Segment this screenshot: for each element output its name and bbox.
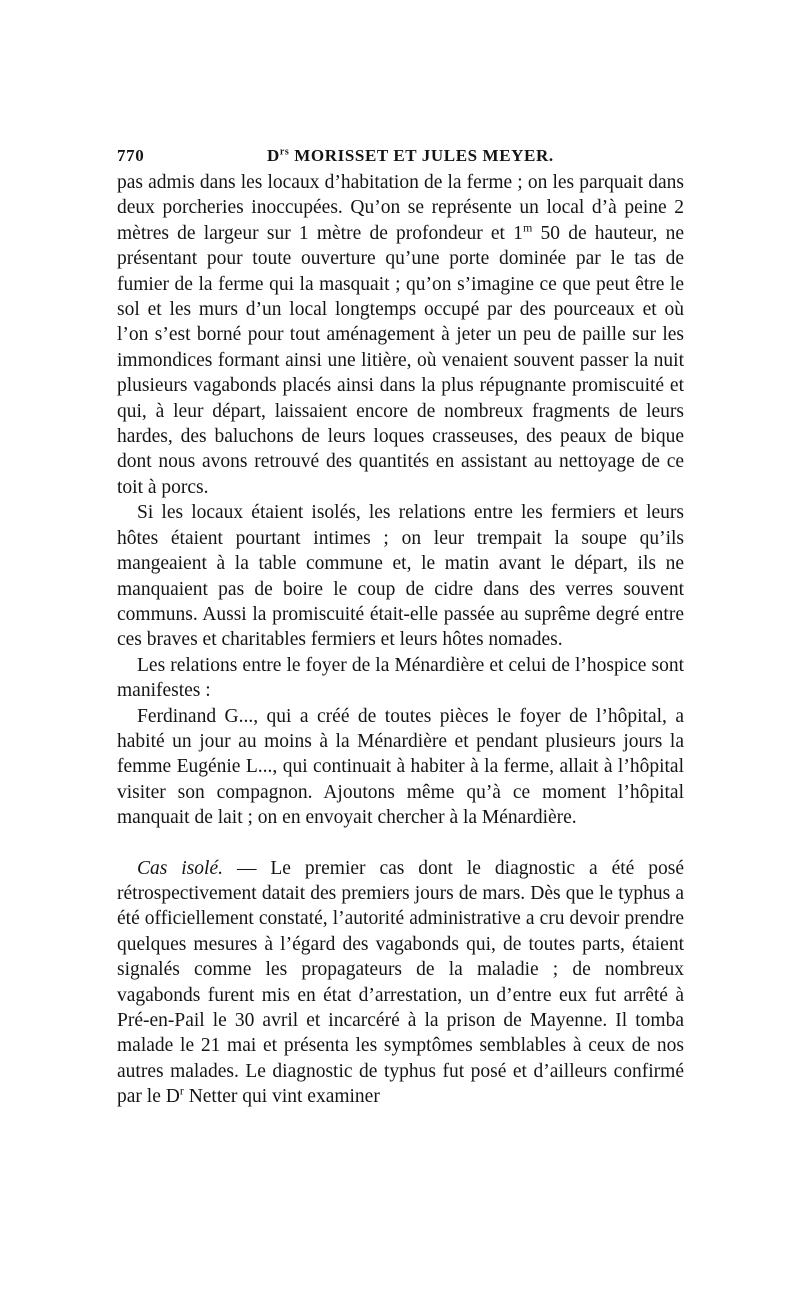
paragraph-text: — Le premier cas dont le diagnostic a été posé rétrospectivement datait des premiers jours de mars. Dès que le typhus a été officiellement constaté, l’autorité administrative a cru devoir prendre quelques mesures à l’égard des vagabonds qui, de toutes parts, étaient signalés comme les propagateurs de la maladie ; de nombreux vagabonds furent mis en état d’arrestation, un d’entre eux fut arrêté à Pré-en-Pail le 30 avril et incarcéré à la prison de Mayenne. Il tomba malade le 21 mai et présenta les symptômes semblables à ceux de nos autres malades. Le diagnostic de typhus fut posé et d’ailleurs confirmé par le D bbox=[117, 857, 684, 1108]
title-superscript: r bbox=[179, 1083, 184, 1098]
running-title bbox=[267, 146, 554, 166]
paragraph-porcheries bbox=[117, 170, 684, 500]
paragraph-text: 50 de hauteur, ne présentant pour toute ouverture qu’une porte dominée par le tas de fumier de la ferme qui la masquait ; qu’on s’imagine ce que peut être le sol et les murs d’un local longtemps occupé par des pourceaux et où l’on s’est borné pour tout aménagement à jeter un peu de paille sur les immondices formant ainsi une litière, où venaient souvent passer la nuit plusieurs vagabonds placés ainsi dans la plus répugnante promiscuité et qui, à leur départ, laissaient encore de nombreux fragments de leurs hardes, des baluchons de leurs loques crasseuses, des peaux de bique dont nous avons retrouvé des quantités en assistant au nettoyage de ce toit à porcs. bbox=[117, 222, 684, 498]
paragraph-text: Netter qui vint examiner bbox=[183, 1086, 380, 1108]
unit-superscript: m bbox=[522, 220, 533, 235]
title-rest: MORISSET ET JULES MEYER. bbox=[289, 146, 554, 165]
body-text bbox=[117, 170, 684, 1110]
title-prefix: D bbox=[267, 146, 280, 165]
paragraph-ferdinand: Ferdinand G..., qui a créé de toutes pièces le foyer de l’hôpital, a habité un jour au moins à la Ménardière et pendant plusieurs jours la femme Eugénie L..., qui continuait à habiter à la ferme, allait à l’hôpital visiter son compagnon. Ajoutons même qu’à ce moment l’hôpital manquait de lait ; on en envoyait chercher à la Ménardière. bbox=[117, 705, 684, 829]
section-gap bbox=[117, 831, 684, 856]
paragraph-text: pas admis dans les locaux d’habitation de la ferme ; on les parquait dans deux porcheries inoccupées. Qu’on se représente un local d’à peine 2 mètres de largeur sur 1 mètre de profondeur et 1 bbox=[117, 172, 684, 244]
paragraph-cas-isole bbox=[117, 856, 684, 1110]
running-head bbox=[117, 146, 684, 168]
title-superscript: rs bbox=[279, 146, 290, 158]
paragraph-relations-fermiers: Si les locaux étaient isolés, les relations entre les fermiers et leurs hôtes étaient pourtant intimes ; on leur trempait la soupe qu’ils mangeaient à la table commune et, le matin avant le départ, ils ne manquaient pas de boire le coup de cidre dans des verres souvent communs. Aussi la promiscuité était-elle passée au suprême degré entre ces braves et charitables fermiers et leurs hôtes nomades. bbox=[117, 502, 684, 651]
case-label: Cas isolé. bbox=[137, 857, 223, 879]
page-number: 770 bbox=[117, 146, 145, 165]
paragraph-relations-foyers: Les relations entre le foyer de la Ménardière et celui de l’hospice sont manifestes : bbox=[117, 654, 684, 702]
